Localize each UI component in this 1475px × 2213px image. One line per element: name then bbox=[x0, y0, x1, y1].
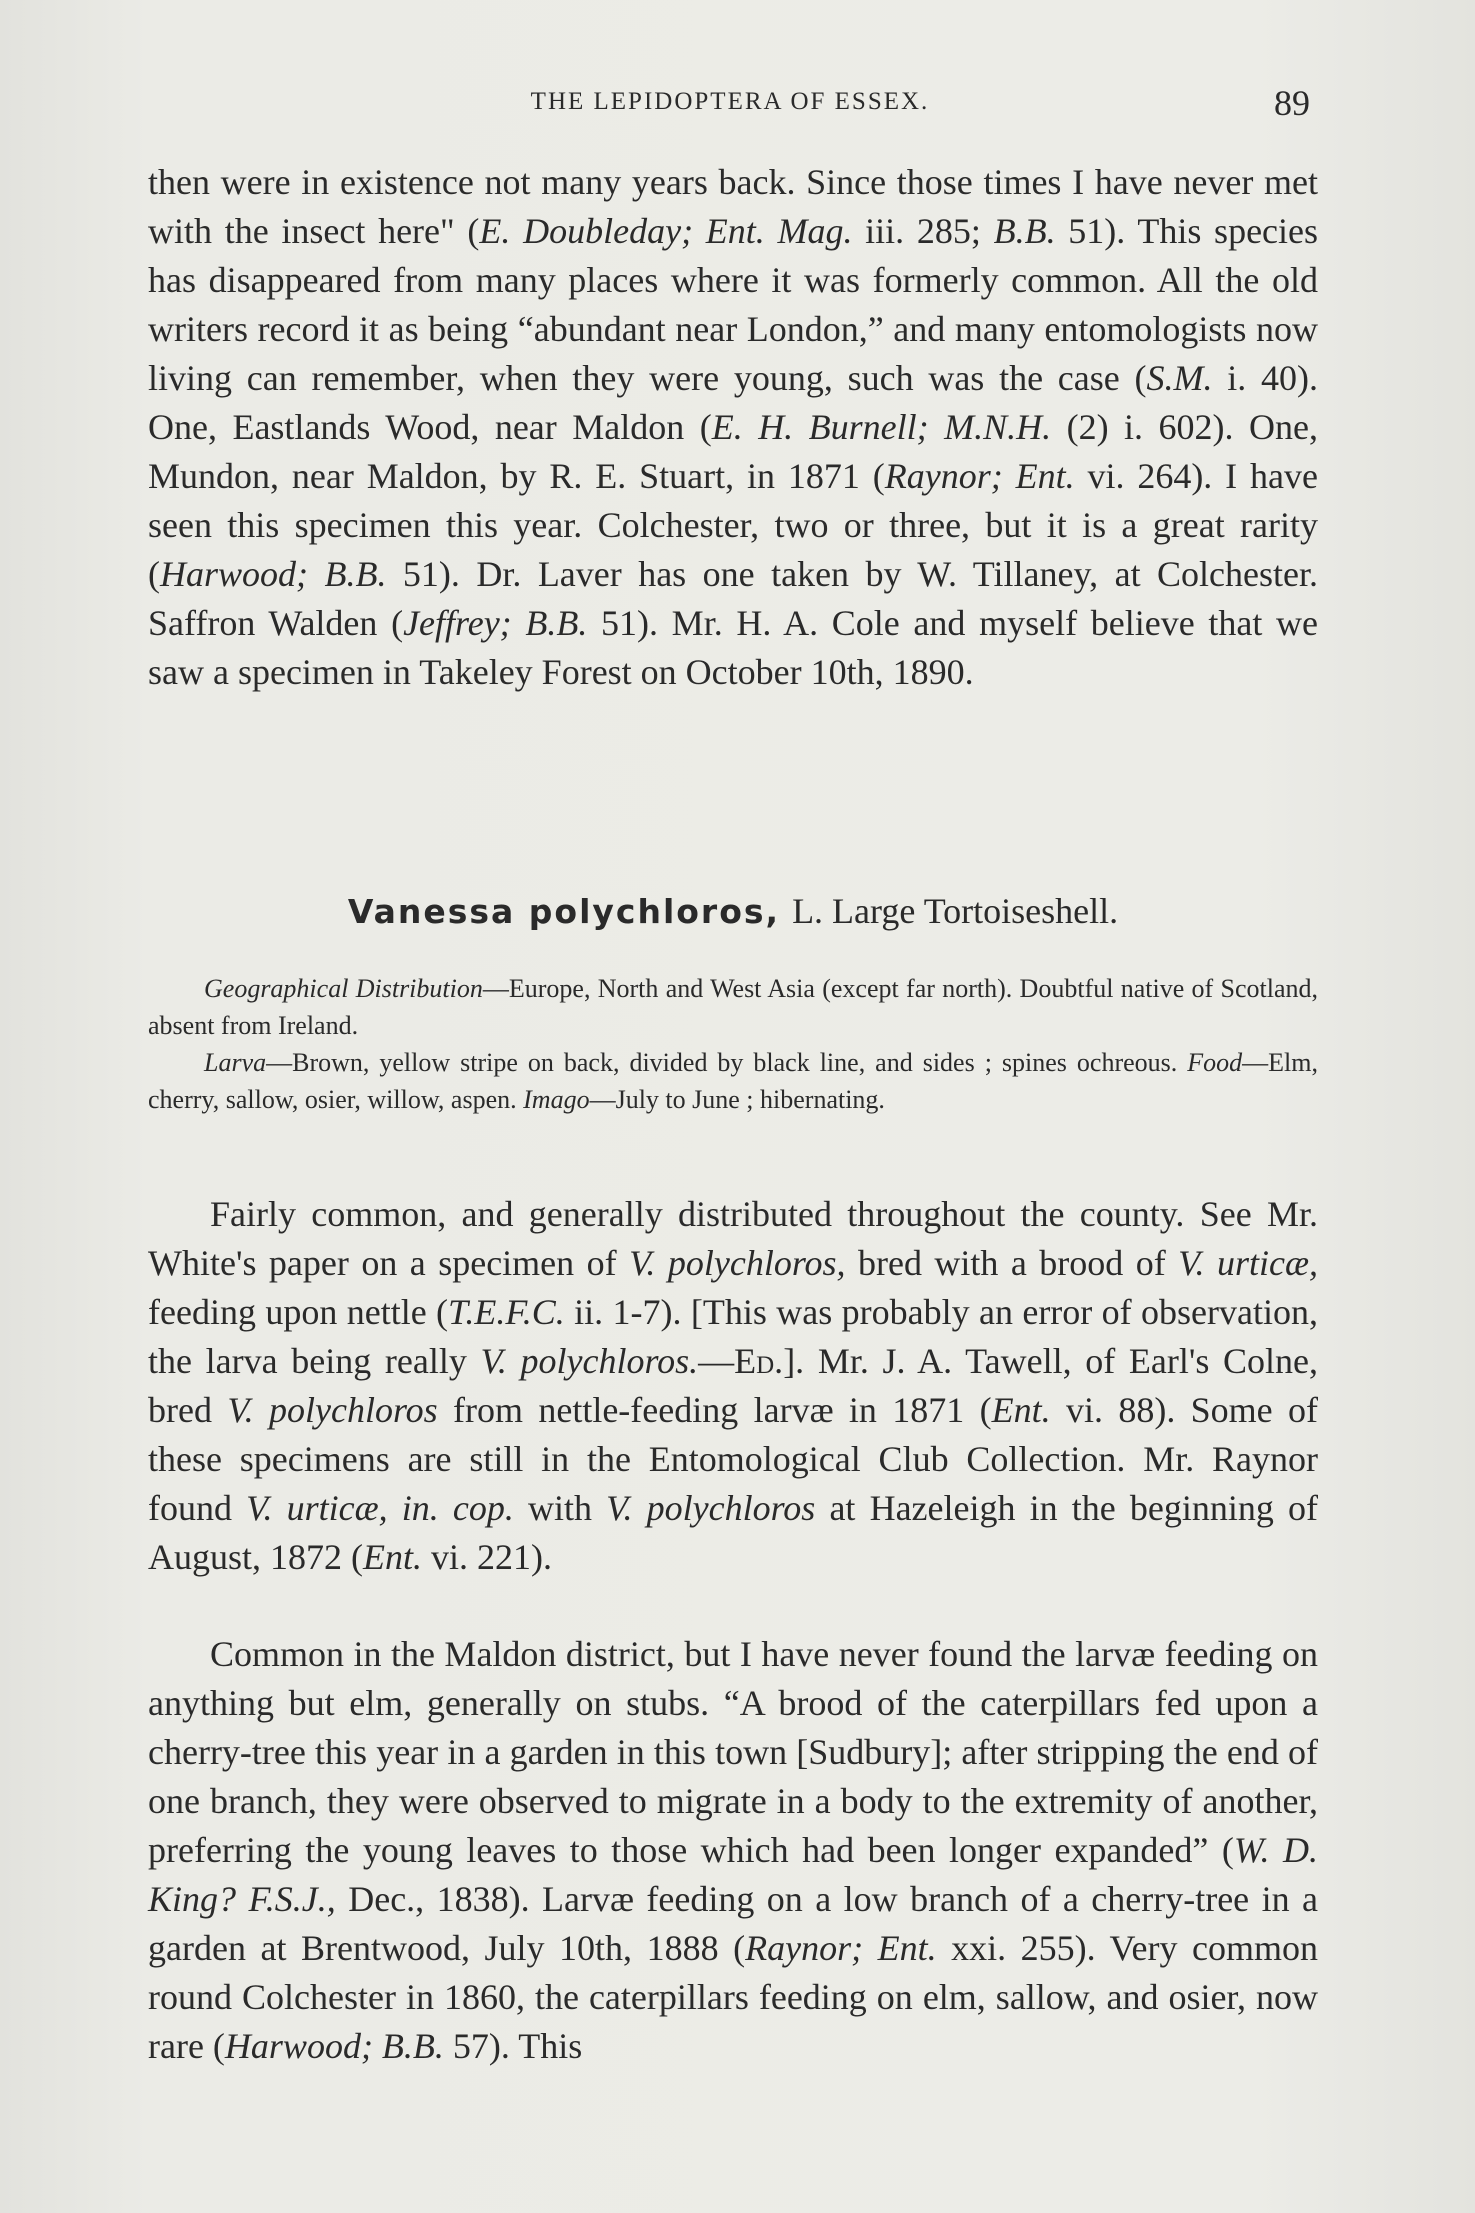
text-run: vi. 88). Some of these specimens are still in the Entomological Club Collection. Mr. Raynor found bbox=[148, 1390, 1319, 1528]
text-run: iii. 285; bbox=[852, 211, 994, 251]
note-label: Larva bbox=[204, 1048, 267, 1077]
citation: B.B. bbox=[993, 211, 1056, 251]
text-run: 51). This species has disappeared from many places where it was formerly common. All the old writers record it as being “abundant near London,” and many entomologists now living can remember, when they were young, such was the case ( bbox=[148, 211, 1319, 398]
citation: Raynor; Ent. bbox=[745, 1928, 937, 1968]
citation: Harwood; B.B. bbox=[224, 2026, 444, 2066]
citation: W. D. King? F.S.J., bbox=[148, 1830, 1318, 1919]
text-run: from nettle-feeding larvæ in 1871 ( bbox=[437, 1390, 992, 1430]
note-text: —Europe, North and West Asia (except far north). Doubtful native of Scotland, absent from Ireland. bbox=[148, 974, 1318, 1040]
note-text: —Elm, cherry, sallow, osier, willow, aspen. bbox=[148, 1048, 1318, 1114]
note-distribution bbox=[148, 970, 1318, 1044]
species-ref: V. polychloros bbox=[606, 1488, 816, 1528]
citation: Raynor; Ent. bbox=[884, 456, 1075, 496]
note-label: Imago bbox=[523, 1085, 590, 1114]
text-run: at Hazeleigh in the beginning of August, 1872 ( bbox=[148, 1488, 1318, 1577]
text-run: Dec., 1838). Larvæ feeding on a low branch of a cherry-tree in a garden at Brentwood, July 10th, 1888 ( bbox=[148, 1879, 1318, 1968]
text-run: xxi. 255). Very common round Colchester in 1860, the caterpillars feeding on elm, sallow, and osier, now rare ( bbox=[148, 1928, 1319, 2066]
text-run: i. 40). One, Eastlands Wood, near Maldon ( bbox=[148, 358, 1318, 447]
citation: Ent. bbox=[991, 1390, 1051, 1430]
paragraph bbox=[148, 1190, 1318, 1582]
text-run: Fairly common, and generally distributed throughout the county. See Mr. White's paper on a specimen of bbox=[148, 1194, 1318, 1283]
editor-note: Ed. bbox=[734, 1341, 784, 1381]
note-text: —Brown, yellow stripe on back, divided by black line, and sides ; spines ochreous. bbox=[266, 1048, 1188, 1077]
citation: Ent. bbox=[363, 1537, 422, 1577]
note-text: —July to June ; hibernating. bbox=[589, 1085, 885, 1114]
text-run: vi. 264). I have seen this specimen this year. Colchester, two or three, but it is a great rarity ( bbox=[148, 456, 1318, 594]
text-run: then were in existence not many years back. Since those times I have never met with the insect here" ( bbox=[148, 162, 1318, 251]
note-label: Food bbox=[1187, 1048, 1243, 1077]
body-text-section bbox=[148, 1630, 1318, 2071]
note-label: Geographical Distribution bbox=[204, 974, 483, 1003]
text-run: — bbox=[698, 1341, 735, 1381]
text-run: bred with a brood of bbox=[845, 1243, 1179, 1283]
text-run: 51). Mr. H. A. Cole and myself believe that we saw a specimen in Takeley Forest on October 10th, 1890. bbox=[148, 603, 1319, 692]
body-text-continuation bbox=[148, 158, 1318, 697]
species-ref: V. urticæ, bbox=[1178, 1243, 1318, 1283]
species-ref: V. urticæ, in. cop. bbox=[246, 1488, 514, 1528]
species-note bbox=[148, 970, 1318, 1118]
text-run: Common in the Maldon district, but I have never found the larvæ feeding on anything but elm, generally on stubs. “A brood of the caterpillars fed upon a cherry-tree this year in a garden in this town [Sudbury]; after stripping the end of one branch, they were observed to migrate in a body to the extremity of another, preferring the young leaves to those which had been longer expanded” ( bbox=[148, 1634, 1318, 1870]
text-run: 51). Dr. Laver has one taken by W. Tillaney, at Colchester. Saffron Walden ( bbox=[148, 554, 1318, 643]
text-run: ii. 1-7). [This was probably an error of observation, the larva being really bbox=[148, 1292, 1318, 1381]
citation: Jeffrey; B.B. bbox=[403, 603, 588, 643]
species-name: Vanessa polychloros, bbox=[347, 892, 781, 931]
citation: S.M. bbox=[1146, 358, 1213, 398]
text-run: vi. 221). bbox=[422, 1537, 552, 1577]
species-common-name: L. Large Tortoiseshell. bbox=[792, 891, 1119, 931]
body-text-section bbox=[148, 1190, 1318, 1582]
citation: T.E.F.C. bbox=[448, 1292, 565, 1332]
text-run: ]. Mr. J. A. Tawell, of Earl's Colne, bred bbox=[148, 1341, 1319, 1430]
citation: E. Doubleday; Ent. Mag. bbox=[479, 211, 853, 251]
species-ref: V. polychloros, bbox=[629, 1243, 846, 1283]
citation: Harwood; B.B. bbox=[160, 554, 387, 594]
text-run: 57). This bbox=[443, 2026, 583, 2066]
paragraph-continuation bbox=[148, 158, 1318, 697]
paragraph bbox=[148, 1630, 1318, 2071]
note-larva bbox=[148, 1044, 1318, 1118]
citation: E. H. Burnell; M.N.H. bbox=[711, 407, 1052, 447]
species-heading bbox=[148, 886, 1318, 937]
page-header bbox=[150, 82, 1310, 132]
page-number: 89 bbox=[1274, 83, 1310, 123]
running-head: THE LEPIDOPTERA OF ESSEX. bbox=[530, 88, 930, 115]
text-run: with bbox=[513, 1488, 607, 1528]
text-run: (2) i. 602). One, Mundon, near Maldon, by R. E. Stuart, in 1871 ( bbox=[148, 407, 1318, 496]
text-run: feeding upon nettle ( bbox=[148, 1292, 449, 1332]
species-ref: V. polychloros bbox=[227, 1390, 438, 1430]
species-ref: V. polychloros. bbox=[480, 1341, 699, 1381]
